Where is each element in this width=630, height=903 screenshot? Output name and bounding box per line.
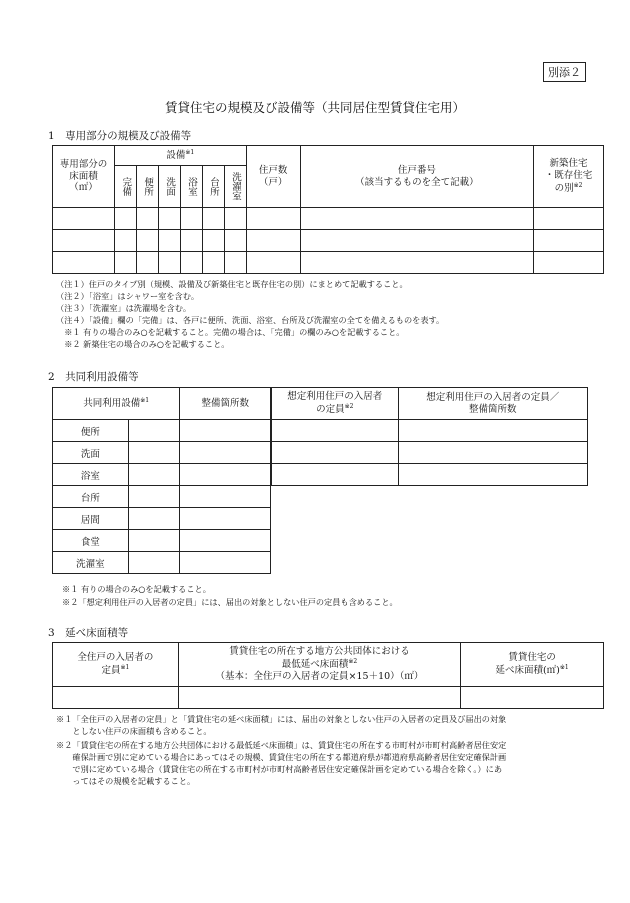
s1-input-row[interactable]	[53, 208, 604, 230]
s2-note: ※１ 有りの場合のみ○を記載すること。	[62, 584, 211, 594]
s2-cell[interactable]	[128, 420, 180, 442]
s1-equip-laundry: 洗濯室	[224, 166, 246, 208]
s1-col-new-existing: 新築住宅 ・既存住宅 の別$^{※2}$	[534, 146, 604, 208]
s1-note: ※２ 新築住宅の場合のみ○を記載すること。	[56, 339, 230, 349]
s2-cell[interactable]	[272, 464, 399, 486]
s1-note: ※１ 有りの場合のみ○を記載すること。完備の場合は、「完備」の欄のみ○を記載すること。	[56, 327, 405, 337]
s3-note: としない住戸の床面積も含めること。	[56, 726, 212, 736]
attachment-label: 別添２	[543, 62, 586, 82]
section2-heading: 2 共同利用設備等	[48, 371, 139, 383]
s2-col-capacity: 想定利用住戸の入居者 の定員$^{※2}$	[272, 388, 399, 420]
section1-heading: 1 専用部分の規模及び設備等	[48, 130, 192, 142]
s2-cell[interactable]	[128, 486, 180, 508]
s1-note: （注３）「洗濯室」は洗濯場を含む。	[56, 303, 192, 313]
s2-cell[interactable]	[398, 442, 587, 464]
section3-table	[52, 642, 604, 709]
s2-row-label: 食堂	[53, 530, 129, 552]
s2-row-label: 浴室	[53, 464, 129, 486]
s3-note: で別に定めている場合（賃貸住宅の所在する市町村が市町村高齢者居住安定確保計画を定めている場合を除く。）にあ	[56, 764, 503, 774]
s2-note: ※２「想定利用住戸の入居者の定員」には、届出の対象としない住戸の定員も含めること。	[62, 597, 398, 607]
section3-heading: 3 延べ床面積等	[48, 627, 129, 639]
section2-table	[52, 387, 271, 574]
s2-row-label: 便所	[53, 420, 129, 442]
s1-equip-kitchen: 台所	[202, 166, 224, 208]
s2-row-label: 洗濯室	[53, 552, 129, 574]
s2-cell[interactable]	[180, 552, 271, 574]
s3-note: ってはその規模を記載すること。	[56, 776, 196, 786]
s1-note: （注２）「浴室」はシャワー室を含む。	[56, 291, 200, 301]
s1-equip-bath: 浴室	[180, 166, 202, 208]
s2-cell[interactable]	[180, 420, 271, 442]
s2-cell[interactable]	[272, 420, 399, 442]
s3-note: 確保計画で別に定めている場合にあってはその規模、賃貸住宅の所在する都道府県が都道府県高齢者居住安定確保計画	[56, 752, 507, 762]
s2-col-equipment: 共同利用設備$^{※1}$	[53, 388, 180, 420]
s1-note: （注４）「設備」欄の「完備」は、各戸に便所、洗面、浴室、台所及び洗濯室の全てを備えるものを表す。	[56, 315, 445, 325]
s2-col-ratio: 想定利用住戸の入居者の定員／ 整備箇所数	[398, 388, 587, 420]
page-title: 賃貸住宅の規模及び設備等（共同居住型賃貸住宅用）	[164, 100, 465, 115]
s2-cell[interactable]	[128, 508, 180, 530]
s2-cell[interactable]	[180, 442, 271, 464]
s3-note: ※２「賃貸住宅の所在する地方公共団体における最低延べ床面積」は、賃貸住宅の所在する市町村が市町村高齢者居住安定	[56, 740, 507, 750]
s3-cell[interactable]	[53, 687, 179, 709]
s1-col-units: 住戸数（戸）	[246, 146, 300, 208]
s2-cell[interactable]	[128, 442, 180, 464]
s1-input-row[interactable]	[53, 252, 604, 274]
s2-row-label: 台所	[53, 486, 129, 508]
s2-row-label: 洗面	[53, 442, 129, 464]
section2-capacity-table	[271, 387, 588, 486]
s3-note: ※１「全住戸の入居者の定員」と「賃貸住宅の延べ床面積」には、届出の対象としない住戸の入居者の定員及び届出の対象	[56, 714, 507, 724]
s2-cell[interactable]	[398, 420, 587, 442]
s2-col-count: 整備箇所数	[180, 388, 271, 420]
s1-col-area: 専用部分の床面積（㎡）	[53, 146, 115, 208]
s1-col-unit-numbers: 住戸番号 （該当するものを全て記載）	[300, 146, 533, 208]
s2-row-label: 居間	[53, 508, 129, 530]
s2-cell[interactable]	[180, 508, 271, 530]
s1-equip-washroom: 洗面	[158, 166, 180, 208]
s2-cell[interactable]	[128, 530, 180, 552]
s2-cell[interactable]	[128, 464, 180, 486]
s2-cell[interactable]	[180, 464, 271, 486]
s3-col-min-area: 賃貸住宅の所在する地方公共団体における 最低延べ床面積$^{※2}$ （基本：全住戸の入居者の定員×15＋10）（㎡）	[178, 643, 460, 687]
s2-cell[interactable]	[128, 552, 180, 574]
s1-note: （注１）住戸のタイプ別（規模、設備及び新築住宅と既存住宅の別）にまとめて記載すること。	[56, 279, 408, 289]
section1-table	[52, 145, 604, 274]
s2-cell[interactable]	[180, 486, 271, 508]
s2-cell[interactable]	[180, 530, 271, 552]
s3-cell[interactable]	[178, 687, 460, 709]
s2-cell[interactable]	[398, 464, 587, 486]
s1-equip-kanbi: 完備	[114, 166, 136, 208]
s3-cell[interactable]	[461, 687, 604, 709]
s2-cell[interactable]	[272, 442, 399, 464]
s1-equip-toilet: 便所	[136, 166, 158, 208]
s3-col-total-area: 賃貸住宅の 延べ床面積(㎡)$^{※1}$	[461, 643, 604, 687]
s1-input-row[interactable]	[53, 230, 604, 252]
s3-col-capacity: 全住戸の入居者の 定員$^{※1}$	[53, 643, 179, 687]
s1-col-equipment: 設備$^{※1}$	[114, 146, 246, 166]
